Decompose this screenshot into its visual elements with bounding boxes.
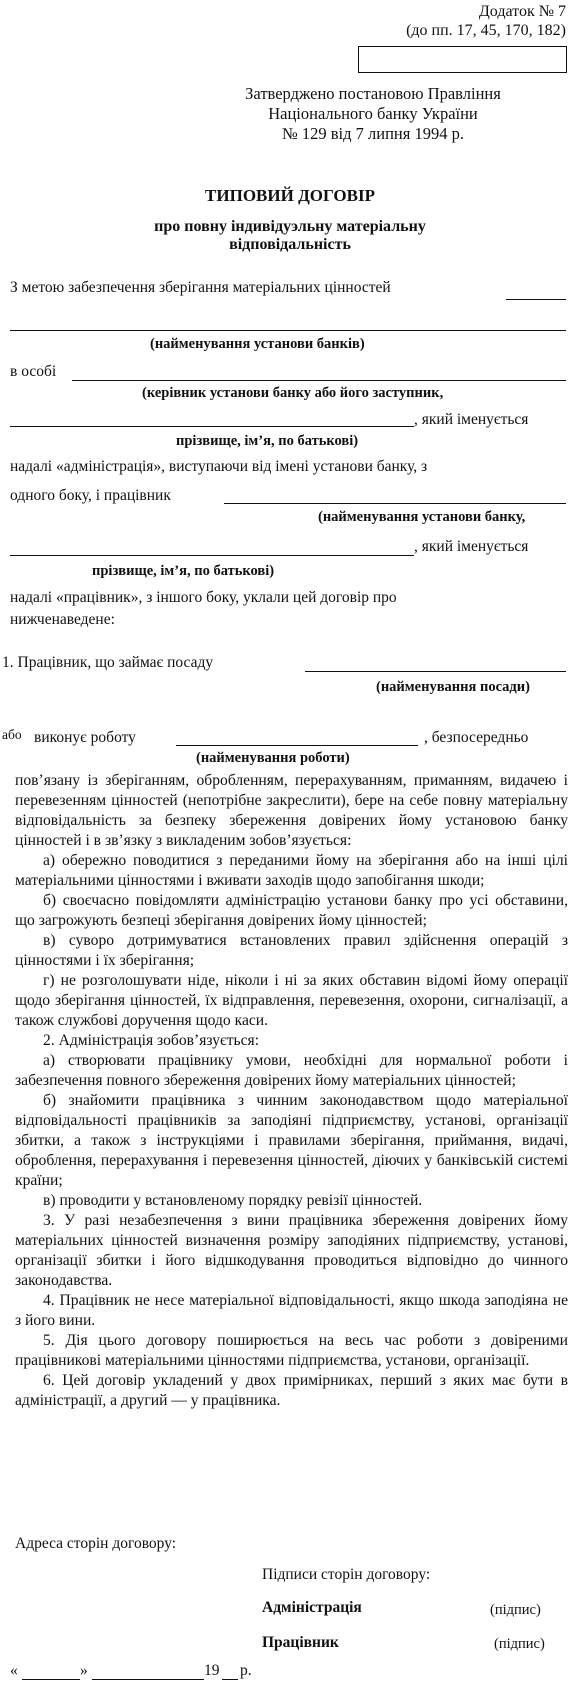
addendum-refs: (до пп. 17, 45, 170, 182) [406,22,566,39]
date-year-prefix: 19 [204,1662,220,1679]
clause-5: 5. Дія цього договору поширюється на весь час роботи з довіреними працівникові матеріальними цінностями підприємства, установи, організації. [15,1332,568,1369]
named-as-1: , який іменується [414,411,529,428]
clause-2c: в) проводити у встановленому порядку ревізії цінностей. [43,1192,423,1209]
named-as-2: , який іменується [414,538,529,555]
clause-2: 2. Адміністрація зобов’язується: [43,1032,260,1049]
head-name-blank[interactable] [10,426,414,427]
addendum-label: Додаток № 7 [478,3,566,20]
intro-blank[interactable] [506,299,566,300]
addresses-label: Адреса сторін договору: [15,1535,177,1552]
head-caption: (керівник установи банку або його заступник, [142,385,444,401]
stamp-box [358,46,567,73]
clause-1b: б) своєчасно повідомляти адміністрацію установи банку про усі обставини, що загрожують безпеці зберігання довірених йому цінностей; [15,892,568,929]
clause-2a: а) створювати працівнику умови, необхідні для нормальної роботи і забезпечення повного збереження довірених йому матеріальних цінностей; [15,1052,568,1089]
admin-signature-caption: (підпис) [490,1602,541,1618]
date-year-blank[interactable] [222,1679,238,1680]
document-title: ТИПОВИЙ ДОГОВІР [205,186,375,205]
date-day-blank[interactable] [22,1679,80,1680]
clause-1c: в) суворо дотримуватися встановлених правил здійснення операцій з цінностями і їх зберігання; [15,932,568,969]
clause-4: 4. Працівник не несе матеріальної відповідальності, якщо шкода заподіяна не з його вини. [15,1292,568,1329]
date-open-quote: « [10,1662,18,1679]
worker-bank-caption: (найменування установи банку, [318,509,526,525]
clause-1-text: пов’язану із зберіганням, обробленням, перерахуванням, приманням, видачею і перевезенням цінностей (непотрібне закреслити), бере на себе повну матеріальну відповідальність за безпеку збереження довірених йому установою банку цінностей і в зв’язку з викладеним зобов’язується: [15,772,568,849]
directly-label: , безпосередньо [424,729,529,746]
date-close-quote: » [80,1662,88,1679]
admin-line-1: надалі «адміністрація», виступаючи від імені установи банку, з [10,458,428,475]
worker-bank-blank[interactable] [224,503,566,504]
worker-name-caption: прізвище, ім’я, по батькові) [92,563,275,579]
worker-signature-caption: (підпис) [494,1636,545,1652]
clause-1a: а) обережно поводитися з переданими йому на зберігання або на інші цілі матеріальними цінностями і вживати заходів щодо запобігання шкоди; [15,852,568,889]
signatures-label: Підписи сторін договору: [262,1566,431,1583]
worker-name-blank[interactable] [10,555,414,556]
position-blank[interactable] [305,671,566,672]
head-name-caption: прізвище, ім’я, по батькові) [176,433,359,449]
admin-line-2: одного боку, і працівник [10,487,171,504]
work-caption: (найменування роботи) [196,750,350,766]
clause-6: 6. Цей договір укладений у двох примірниках, перший з яких має бути в адміністрації, а другий — у працівника. [15,1372,568,1409]
contract-body [15,771,568,1411]
position-label: 1. Працівник, що займає посаду [2,654,214,671]
position-caption: (найменування посади) [376,679,530,695]
clause-3: 3. У разі незабезпечення з вини працівника збереження довірених йому матеріальних цінностей визначення розміру заподіяних підприємству, установі, організації збитки і його відшкодування проводиться відповідно до чинного законодавства. [15,1212,568,1289]
bank-institution-blank[interactable] [10,330,566,331]
date-year-suffix: р. [240,1662,252,1679]
worker-line-2: нижченаведене: [10,611,115,628]
document-subtitle-1: про повну індивідуэльну матеріальну [154,218,426,235]
intro-text: З метою забезпечення зберігання матеріальних цінностей [10,279,391,296]
clause-2b: б) знайомити працівника з чинним законодавством щодо матеріальної відповідальності працівників за заподіяні підприємству, установі, організації збитки, а також з інструкціями і правилами зберігання, приймання, видачі, оброблення, перерахування і перевезення цінностей, діючих у банківській системі країни; [15,1092,568,1189]
work-label: виконує роботу [34,729,136,746]
document-subtitle-2: відповідальність [229,236,351,253]
bank-institution-caption: (найменування установи банків) [150,336,365,352]
approval-line-1: Затверджено постановою Правління [245,84,501,103]
worker-signature-label: Працівник [262,1634,339,1651]
or-label: або [2,727,22,742]
head-blank[interactable] [72,380,566,381]
admin-signature-label: Адміністрація [262,1599,362,1616]
work-blank[interactable] [176,745,418,746]
in-person-label: в особі [10,363,57,380]
approval-line-3: № 129 від 7 липня 1994 р. [282,124,464,143]
worker-line-1: надалі «працівник», з іншого боку, уклали цей договір про [10,589,397,606]
date-month-blank[interactable] [92,1679,204,1680]
clause-1d: г) не розголошувати ніде, ніколи і ні за яких обставин відомі йому операції щодо зберігання цінностей, їх відправлення, перевезення, охорони, сигналізації, а також службові доручення щодо каси. [15,972,568,1029]
approval-line-2: Національного банку України [268,104,478,123]
